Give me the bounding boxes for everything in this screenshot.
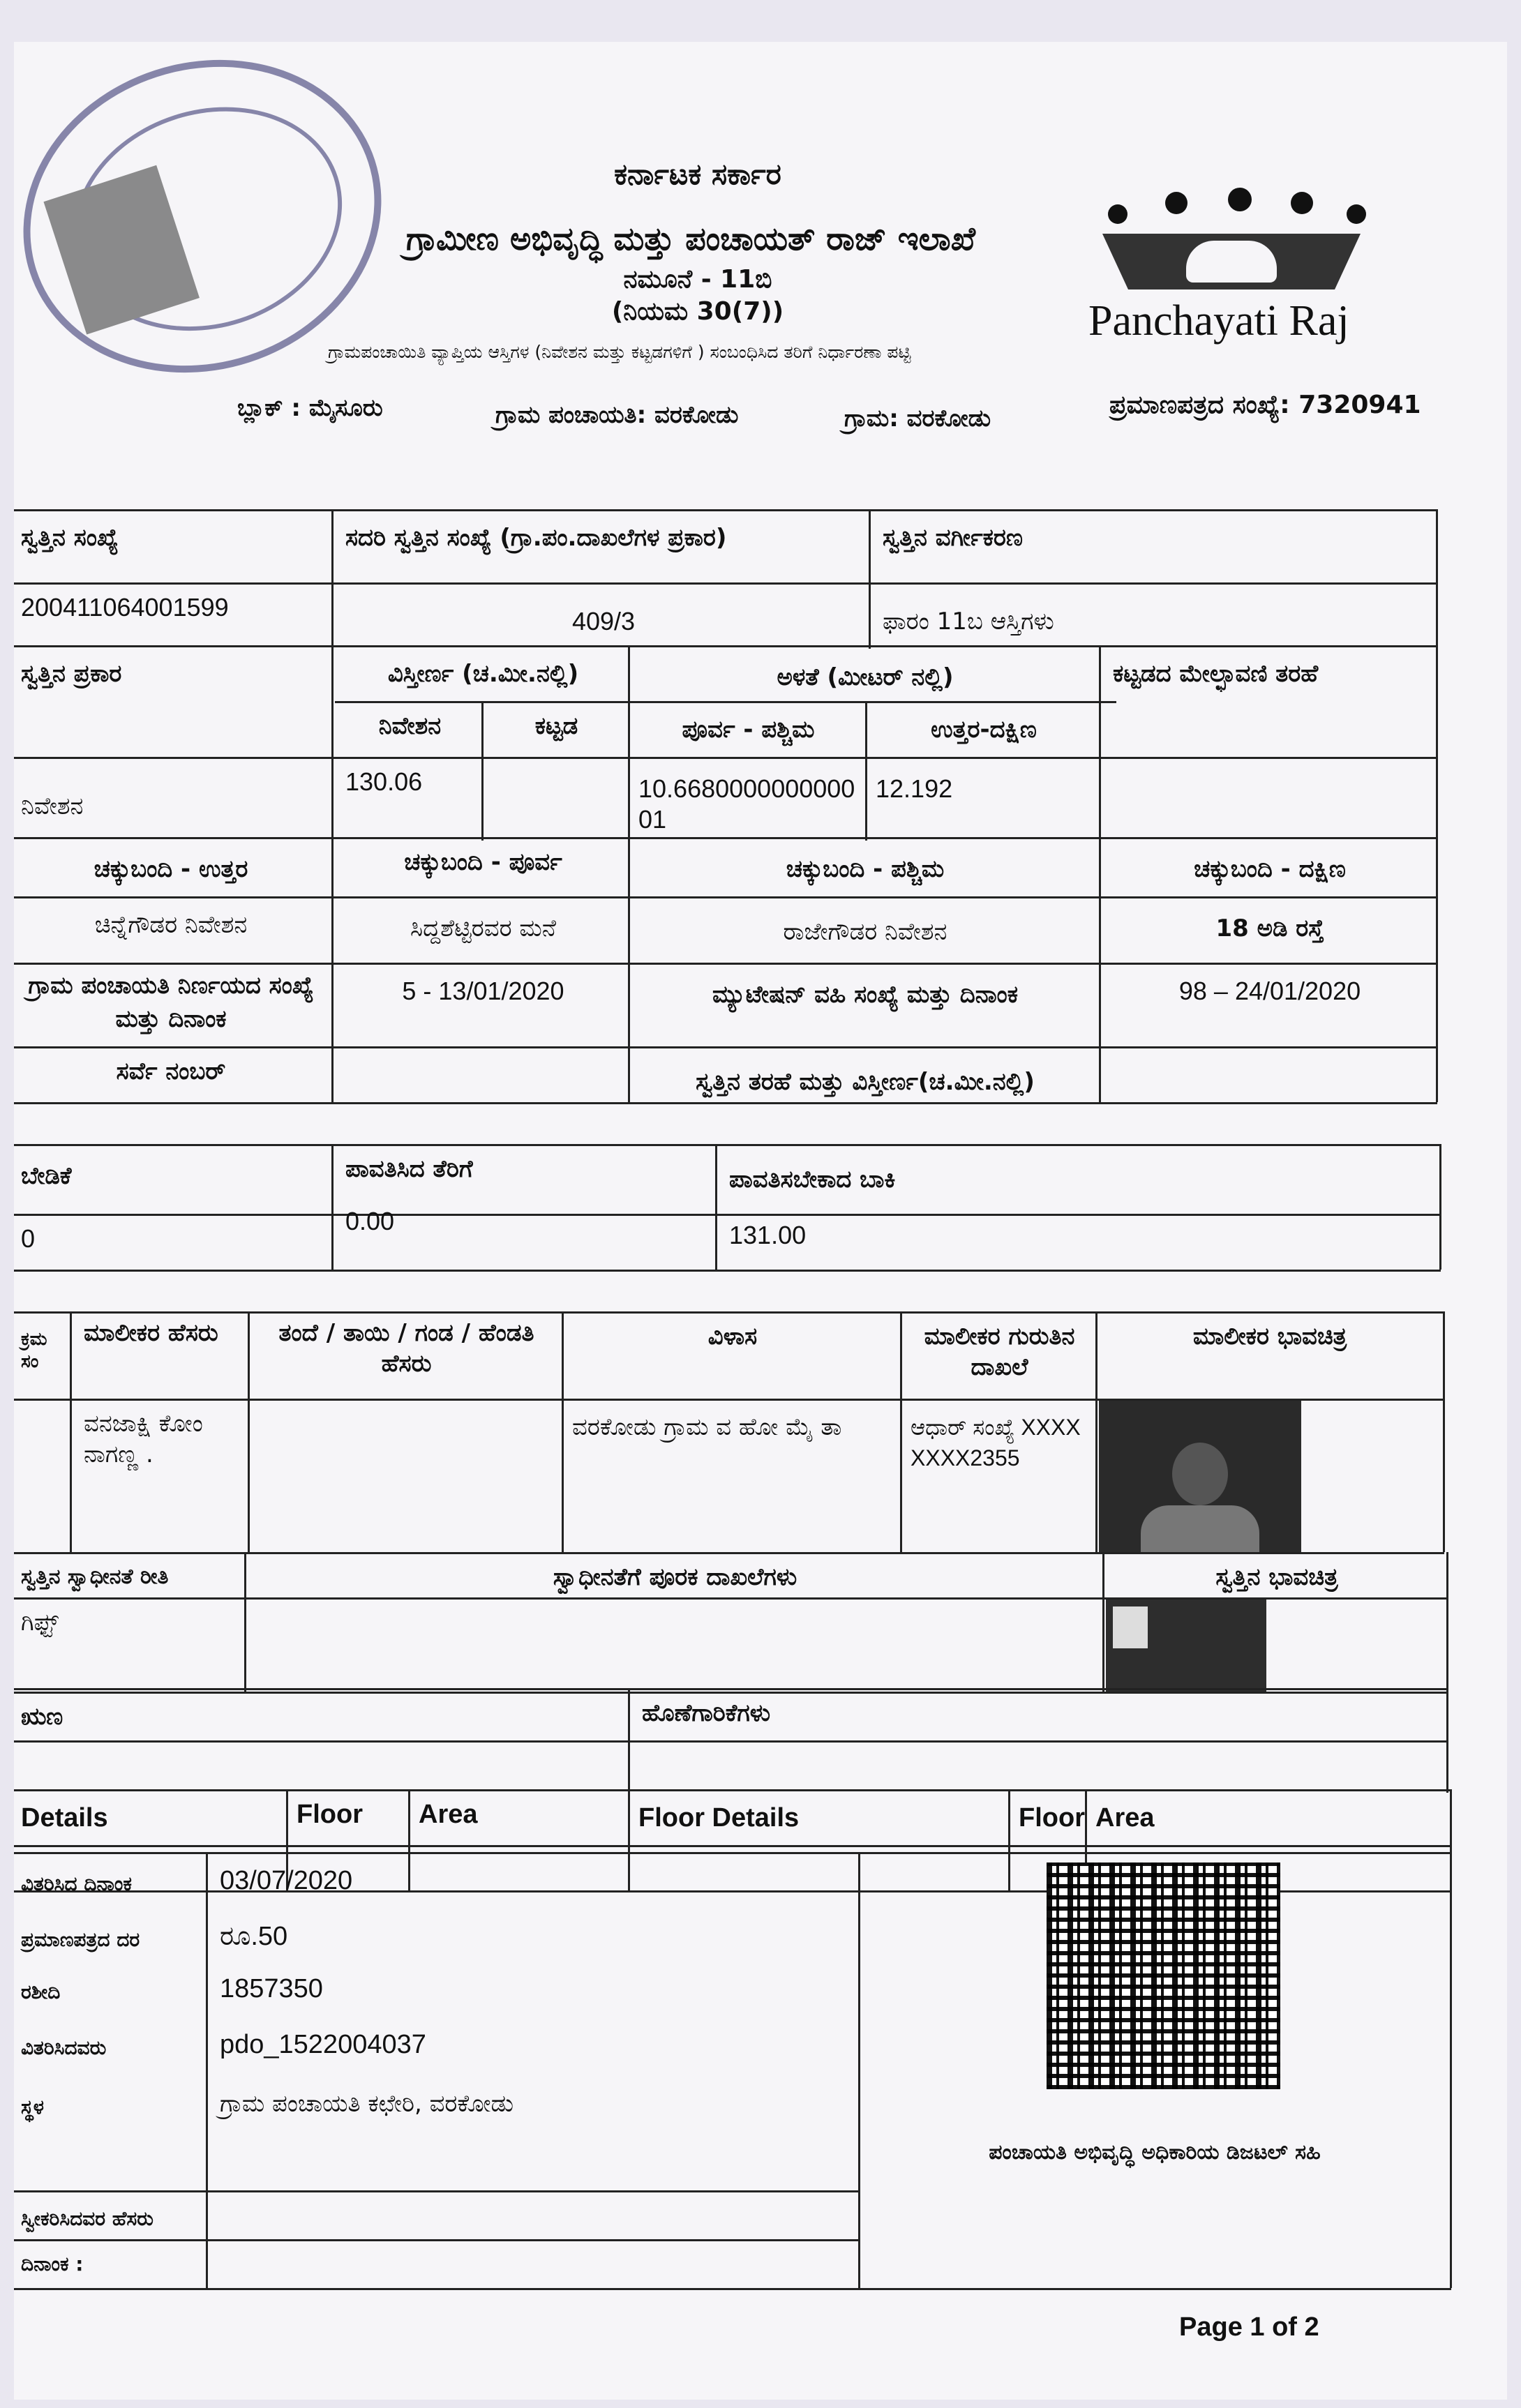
owner-name: ವನಜಾಕ್ಷಿ ಕೋಂ ನಾಗಣ್ಣ . [84,1410,203,1468]
resolution-value: 5 - 13/01/2020 [402,977,564,1005]
village-line [844,405,991,432]
panchayati-raj-logo [1088,192,1368,352]
property-type-value: ನಿವೇಶನ [21,792,84,820]
page-indicator: Page 1 of 2 [1179,2312,1319,2342]
building-area [485,764,628,769]
floor-details-right-header: Floor Details [638,1803,800,1833]
block-label: ಬ್ಲಾಕ್ : [237,394,301,422]
gp-value: ವರಕೋಡು [654,401,739,429]
department-title: ಗ್ರಾಮೀಣ ಅಭಿವೃದ್ಧಿ ಮತ್ತು ಪಂಚಾಯತ್ ರಾಜ್ ಇಲಾಖೆ [406,220,975,257]
east-boundary-header: ಚಕ್ಕುಬಂದಿ - ಪೂರ್ವ [404,848,562,876]
ownership-docs-value [248,1604,1102,1610]
form-subtitle: ಗ್ರಾಮಪಂಚಾಯಿತಿ ವ್ಯಾಪ್ತಿಯ ಆಸ್ತಿಗಳ (ನಿವೇಶನ ಮತ್ತು ಕಟ್ಟಡಗಳಿಗೆ ) ಸಂಬಂಧಿಸಿದ ತರಿಗೆ ನಿರ್ಧಾರಣಾ ಪಟ್ಟಿ [328,342,911,362]
demand-header: ಬೇಡಿಕೆ [21,1162,72,1190]
liabilities-left-header: ಋಣ [21,1703,63,1731]
ownership-mode-value: ಗಿಫ್ಟ್ [21,1609,59,1636]
issue-date-header: ವಿತರಿಸಿದ ದಿನಾಂಕ [21,1872,132,1895]
floor-details-left-header: Details [21,1803,108,1833]
receiver-date-header: ದಿನಾಂಕ : [21,2252,84,2275]
receiver-name-value [213,2201,855,2206]
north-south-header: ಉತ್ತರ-ದಕ್ಷಿಣ [931,716,1037,744]
fee-header: ಪ್ರಮಾಣಪತ್ರದ ದರ [21,1928,140,1951]
site-area: 130.06 [345,767,423,796]
relation-header: ತಂದೆ / ತಾಯಿ / ಗಂಡ / ಹೆಂಡತಿ ಹೆಸರು [278,1319,534,1378]
place-value: ಗ್ರಾಮ ಪಂಚಾಯತಿ ಕಛೇರಿ, ವರಕೋಡು [220,2090,514,2118]
classification-value: ಫಾರಂ 11ಬ ಆಸ್ತಿಗಳು [883,608,1054,635]
north-south-value: 12.192 [876,774,953,803]
receipt-header: ರಶೀದಿ [21,1980,61,2003]
site-header: ನಿವೇಶನ [378,712,442,740]
owner-photo-header: ಮಾಲೀಕರ ಭಾವಚಿತ್ರ [1192,1323,1347,1350]
digital-signature-label: ಪಂಚಾಯತಿ ಅಭಿವೃದ್ಧಿ ಅಧಿಕಾರಿಯ ಡಿಜಟಲ್ ಸಹಿ [989,2140,1321,2165]
south-boundary-value: 18 ಅಡಿ ರಸ್ತೆ [1215,915,1324,942]
govt-title: ಕರ್ನಾಟಕ ಸರ್ಕಾರ [614,157,781,191]
survey-number-header: ಸರ್ವೆ ನಂಬರ್ [116,1058,226,1085]
tax-paid-header: ಪಾವತಿಸಿದ ತೆರಿಗೆ [345,1155,473,1183]
resolution-header: ಗ್ರಾಮ ಪಂಚಾಯತಿ ನಿರ್ಣಯದ ಸಂಖ್ಯೆ ಮತ್ತು ದಿನಾಂಕ [28,972,314,1033]
gp-line [495,401,738,429]
floor-left-header: Floor [297,1800,363,1829]
east-west-value: 10.668000000000001 [638,774,855,834]
east-west-header: ಪೂರ್ವ - ಪಶ್ಚಿಮ [682,716,815,744]
property-kind-header: ಸ್ವತ್ತಿನ ತರಹೆ ಮತ್ತು ವಿಸ್ತೀರ್ಣ(ಚ.ಮೀ.ನಲ್ಲಿ) [696,1068,1035,1096]
relation-value [251,1406,562,1411]
area-header: ವಿಸ್ತೀರ್ಣ (ಚ.ಮೀ.ನಲ್ಲಿ) [387,660,579,688]
property-photo-header: ಸ್ವತ್ತಿನ ಭಾವಚಿತ್ರ [1215,1563,1338,1591]
owner-photo [1099,1401,1301,1552]
north-boundary-value: ಚಿನ್ನೆಗೌಡರ ನಿವೇಶನ [94,911,248,939]
address-header: ವಿಳಾಸ [707,1323,758,1350]
west-boundary-header: ಚಕ್ಕುಬಂದಿ - ಪಶ್ಚಿಮ [786,855,945,883]
receipt-value: 1857350 [220,1974,323,2003]
serial-header: ಕ್ರಮ ಸಂ [21,1329,47,1372]
east-boundary-value: ಸಿದ್ದಶೆಟ್ಟಿರವರ ಮನೆ [410,915,556,942]
issue-date-value: 03/07/2020 [220,1866,353,1895]
logo-text: Panchayati Raj [1088,297,1349,345]
balance-header: ಪಾವತಿಸಬೇಕಾದ ಬಾಕಿ [729,1166,896,1194]
gp-label: ಗ್ರಾಮ ಪಂಚಾಯತಿ: [495,401,647,429]
property-type-header: ಸ್ವತ್ತಿನ ಪ್ರಕಾರ [21,660,122,688]
property-number: 200411064001599 [21,593,229,622]
tax-paid-value: 0.00 [345,1207,395,1235]
qr-code [1047,1863,1280,2089]
floor-right-header: Floor [1019,1803,1085,1833]
village-label: ಗ್ರಾಮ: [844,405,899,432]
owner-name-header: ಮಾಲೀಕರ ಹೆಸರು [84,1319,218,1347]
survey-number-value [338,1053,628,1059]
property-kind-value [1106,1060,1434,1066]
property-photo [1106,1600,1266,1692]
measurement-header: ಅಳತೆ (ಮೀಟರ್ ನಲ್ಲಿ) [777,663,954,691]
address-value: ವರಕೋಡು ಗ್ರಾಮ ವ ಹೋ ಮೈ ತಾ [572,1413,842,1441]
fee-value: ರೂ.50 [220,1922,288,1951]
sadari-number: 409/3 [571,607,636,635]
issuer-value: pdo_1522004037 [220,2030,426,2059]
certificate-number: 7320941 [1298,391,1421,419]
certificate-label: ಪ್ರಮಾಣಪತ್ರದ ಸಂಖ್ಯೆ: [1109,391,1290,419]
receiver-name-header: ಸ್ವೀಕರಿಸಿದವರ ಹೆಸರು [21,2207,153,2230]
issuer-header: ವಿತರಿಸಿದವರು [21,2036,107,2059]
liabilities-header: ಹೊಣೆಗಾರಿಕೆಗಳು [642,1699,771,1727]
id-header: ಮಾಲೀಕರ ಗುರುತಿನ ದಾಖಲೆ [924,1323,1075,1381]
mutation-value: 98 – 24/01/2020 [1178,977,1361,1005]
certificate-line [1109,391,1421,420]
form-name: ನಮೂನೆ - 11ಬಿ [623,265,772,294]
building-header: ಕಟ್ಟಡ [534,712,578,740]
west-boundary-value: ರಾಜೇಗೌಡರ ನಿವೇಶನ [783,918,947,946]
receiver-date-value [213,2246,855,2252]
mutation-header: ಮ್ಯುಟೇಷನ್ ವಹಿ ಸಂಖ್ಯೆ ಮತ್ತು ದಿನಾಂಕ [712,981,1019,1009]
demand-value: 0 [21,1224,36,1253]
place-header: ಸ್ಥಳ [21,2095,44,2119]
classification-header: ಸ್ವತ್ತಿನ ವರ್ಗೀಕರಣ [883,524,1024,552]
north-boundary-header: ಚಕ್ಕುಬಂದಿ - ಉತ್ತರ [93,855,248,883]
roof-type-header: ಕಟ್ಟಡದ ಮೇಲ್ಛಾವಣಿ ತರಹೆ [1113,660,1319,688]
sadari-number-header: ಸದರಿ ಸ್ವತ್ತಿನ ಸಂಖ್ಯೆ (ಗ್ರಾ.ಪಂ.ದಾಖಲೆಗಳ ಪ್ರಕಾರ) [345,524,727,552]
south-boundary-header: ಚಕ್ಕುಬಂದಿ - ದಕ್ಷಿಣ [1194,855,1346,883]
balance-value: 131.00 [729,1221,807,1249]
ownership-docs-header: ಸ್ವಾಧೀನತೆಗೆ ಪೂರಕ ದಾಖಲೆಗಳು [553,1563,797,1591]
block-line [237,394,383,422]
form-rule: (ನಿಯಮ 30(7)) [611,297,784,326]
document-page [14,42,1507,2400]
id-value: ಆಧಾರ್ ಸಂಖ್ಯೆ XXXXXXXX2355 [911,1415,1081,1470]
area-left-header: Area [419,1800,478,1829]
area-right-header: Area [1095,1803,1155,1833]
property-number-header: ಸ್ವತ್ತಿನ ಸಂಖ್ಯೆ [21,524,119,552]
ownership-mode-header: ಸ್ವತ್ತಿನ ಸ್ವಾಧೀನತೆ ರೀತಿ [21,1565,169,1589]
village-value: ವರಕೋಡು [906,405,991,432]
block-value: ಮೈಸೂರು [308,394,383,422]
roof-type-value [1106,764,1434,769]
